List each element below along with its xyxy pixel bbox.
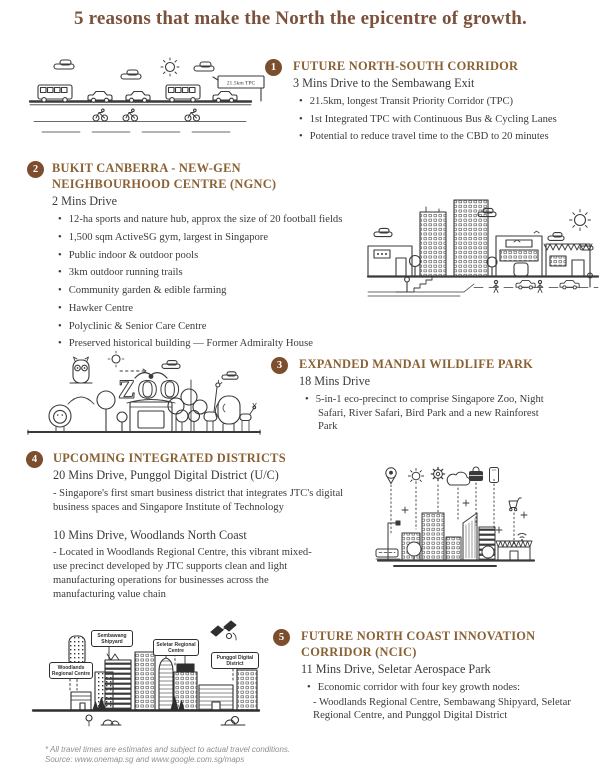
section-future-north-south-corridor <box>265 58 595 148</box>
seletar-building <box>174 650 197 710</box>
sun-icon <box>408 468 423 483</box>
balloon-icon <box>86 715 92 726</box>
sun-icon <box>108 351 124 367</box>
city-skyline-illustration <box>368 186 598 298</box>
source-line: Source: www.onemap.sg and www.google.com.sg/maps <box>45 755 245 764</box>
wifi-icon <box>518 533 526 540</box>
bullet-item: • 12-ha sports and nature hub, approx the size of 20 football fields <box>58 213 388 227</box>
cyclist-icon <box>93 109 108 121</box>
section-heading: EXPANDED MANDAI WILDLIFE PARK <box>299 357 534 371</box>
block-subheading: 10 Mins Drive, Woodlands North Coast <box>53 527 247 542</box>
section-number-badge: 5 <box>273 629 290 646</box>
shop-building <box>544 244 592 276</box>
section-bukit-canberra <box>27 160 367 355</box>
tpc-sign <box>213 76 264 101</box>
owl-icon <box>68 357 94 404</box>
block-text: - Located in Woodlands Regional Centre, this vibrant mixed-use precinct developed by JTC supports clean and light manufacturing operations for businesses across the manufacturing value chain <box>53 547 312 600</box>
lamp-icon <box>405 277 410 292</box>
location-pin-icon <box>386 468 396 484</box>
bullet-item: • Potential to reduce travel time to the CBD to 20 minutes <box>299 130 595 144</box>
deer-icon <box>240 403 256 432</box>
bullet-item: • Polyclinic & Senior Care Centre <box>58 320 388 334</box>
bullet-item: • 5-in-1 eco-precinct to comprise Singapore Zoo, Night Safari, River Safari, Bird Park and a new Rainforest Park <box>305 393 557 434</box>
bus-icon <box>38 85 72 102</box>
steps <box>396 276 432 292</box>
tree-icon <box>410 256 421 277</box>
bullet-item: • Preserved historical building — Former Admiralty House <box>58 337 388 351</box>
flag-tower <box>237 662 257 710</box>
smart-district-illustration <box>376 463 536 601</box>
bullet-item: • 1st Integrated TPC with Continuous Bus & Cycling Lanes <box>299 113 595 127</box>
briefcase-icon <box>470 467 483 481</box>
cloud-icon <box>222 372 238 379</box>
cloud-icon <box>54 60 74 69</box>
section-mandai-wildlife-park <box>271 356 596 438</box>
office-building <box>446 537 461 560</box>
slanted-building <box>463 513 477 560</box>
bullet-list <box>52 213 388 351</box>
low-building <box>199 685 233 710</box>
bullet-list <box>299 393 557 434</box>
phone-icon <box>490 468 499 483</box>
section-subheading: 2 Mins Drive <box>52 194 117 209</box>
bush-icon <box>221 717 245 726</box>
section-integrated-districts <box>26 450 376 601</box>
block-subheading: 20 Mins Drive, Punggol Digital District (U/C) <box>53 468 279 483</box>
gear-icon <box>431 467 444 480</box>
bullet-item: • 21.5km, longest Transit Priority Corridor (TPC) <box>299 95 595 109</box>
section-heading: BUKIT CANBERRA - NEW-GEN NEIGHBOURHOOD CENTRE (NGNC) <box>52 161 277 192</box>
bullet-item: • Hawker Centre <box>58 302 388 316</box>
lion-icon <box>49 405 71 432</box>
bullet-item: • Community garden & edible farming <box>58 284 388 298</box>
cloud-icon <box>162 361 180 369</box>
bullet-item: • 3km outdoor running trails <box>58 266 388 280</box>
office-building <box>422 513 444 560</box>
pedestrian-icon <box>538 280 543 292</box>
map-label-punggol: Punggol Digital District <box>211 652 259 669</box>
page-title: 5 reasons that make the North the epicentre of growth. <box>73 8 528 29</box>
map-label-woodlands: Woodlands Regional Centre <box>49 662 93 679</box>
cloud-icon <box>447 472 470 485</box>
growth-nodes-text: - Woodlands Regional Centre, Sembawang Shipyard, Seletar Regional Centre, and Punggol Digital District <box>313 696 571 722</box>
footnote <box>45 745 290 765</box>
section-subheading: 3 Mins Drive to the Sembawang Exit <box>293 76 475 91</box>
block-text: - Singapore's first smart business district that integrates JTC's digital business spaces and Singapore Institute of Technology <box>53 487 344 513</box>
bullet-item: • 1,500 sqm ActiveSG gym, largest in Singapore <box>58 231 388 245</box>
sun-icon <box>161 58 179 76</box>
balcony-tower <box>135 652 155 710</box>
bullet-item: • Economic corridor with four key growth nodes: <box>307 681 598 695</box>
footnote-line: * All travel times are estimates and subject to actual travel conditions. <box>45 745 291 754</box>
map-label-sembawang: Sembawang Shipyard <box>91 630 133 647</box>
zoo-illustration <box>24 350 264 446</box>
bullet-item: • Public indoor & outdoor pools <box>58 249 388 263</box>
section-ncic <box>273 628 598 734</box>
satellite-icon <box>211 621 236 640</box>
section-subheading: 11 Mins Drive, Seletar Aerospace Park <box>301 662 491 677</box>
tpc-sign-label: 21.5km TPC <box>226 80 256 87</box>
elephant-icon <box>215 396 240 432</box>
tree-icon <box>117 412 127 432</box>
sun-icon <box>570 210 591 231</box>
cloud-icon <box>374 228 392 236</box>
plus-mark <box>402 500 527 533</box>
tree-icon <box>97 391 115 432</box>
tower-building <box>420 212 446 276</box>
section-heading: FUTURE NORTH-SOUTH CORRIDOR <box>293 59 519 73</box>
shop-building <box>496 236 542 276</box>
section-subheading: 18 Mins Drive <box>299 374 371 389</box>
section-number-badge: 3 <box>271 357 288 374</box>
section-number-badge: 1 <box>265 59 282 76</box>
zoo-gate <box>130 402 172 432</box>
map-label-seletar: Seletar Regional Centre <box>153 639 199 656</box>
section-heading: UPCOMING INTEGRATED DISTRICTS <box>53 451 286 465</box>
transit-corridor-illustration <box>28 56 256 148</box>
section-number-badge: 2 <box>27 161 44 178</box>
cloud-icon <box>548 233 564 241</box>
bullet-list <box>293 95 595 144</box>
ncic-skyline-illustration <box>25 612 265 746</box>
cloud-icon <box>121 70 141 79</box>
tower-building <box>454 200 488 276</box>
shopping-cart-icon <box>509 498 521 511</box>
zoo-sign-label: ZOO <box>118 375 182 404</box>
cyclist-icon <box>185 109 200 121</box>
shipyard-tower <box>105 654 131 710</box>
section-number-badge: 4 <box>26 451 43 468</box>
bus-icon <box>166 85 200 102</box>
bullet-list <box>301 681 598 695</box>
cloud-icon <box>194 62 214 71</box>
pedestrian-icon <box>494 280 499 292</box>
bush-icon <box>101 720 121 725</box>
house-building <box>71 692 91 710</box>
cyclist-icon <box>123 109 138 121</box>
shop-building <box>368 246 412 276</box>
section-heading: FUTURE NORTH COAST INNOVATION CORRIDOR (NCIC) <box>301 629 536 660</box>
